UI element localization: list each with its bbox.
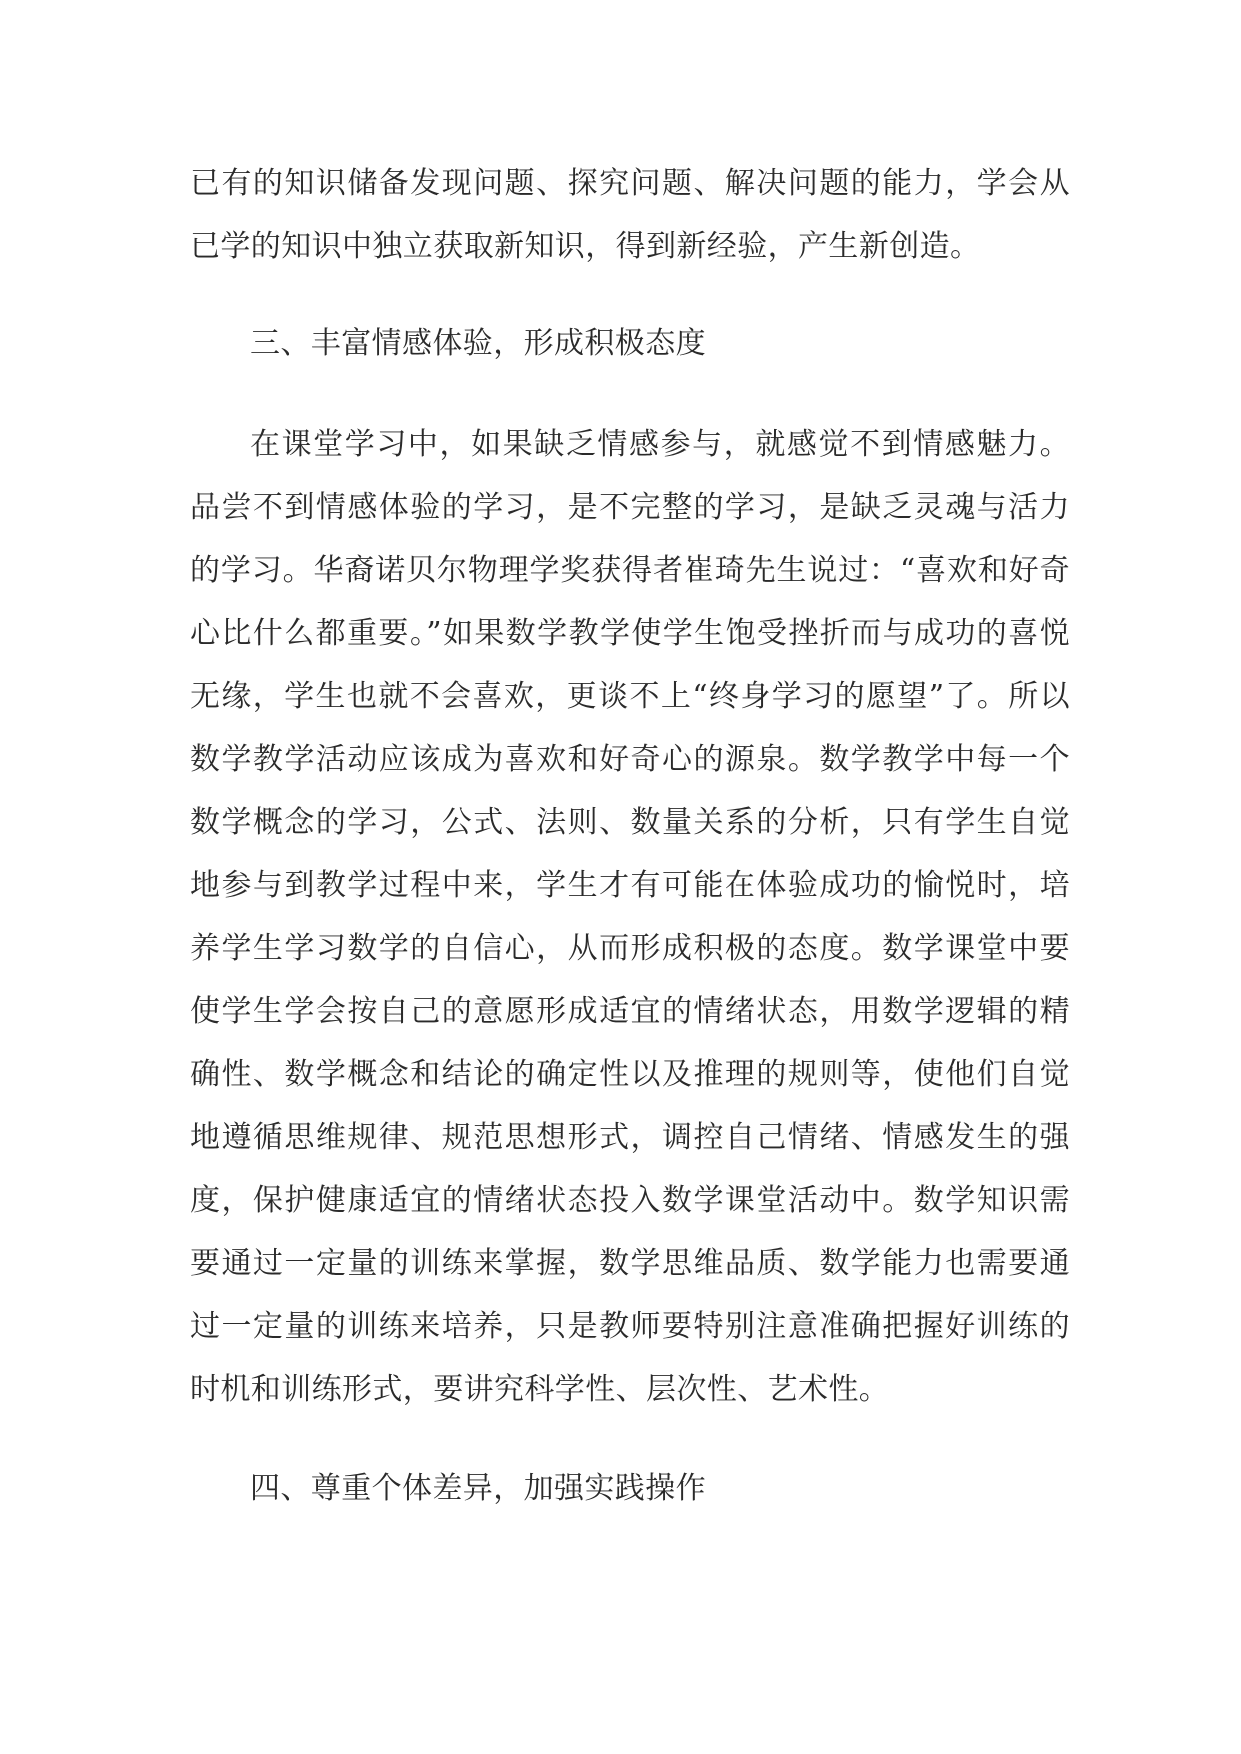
section-heading-3: 三、丰富情感体验，形成积极态度 xyxy=(250,326,706,361)
document-body xyxy=(190,152,1070,1520)
section-heading-4: 四、尊重个体差异，加强实践操作 xyxy=(250,1471,706,1506)
paragraph-spacer xyxy=(190,278,1070,312)
paragraph-spacer xyxy=(190,1421,1070,1457)
section-3-paragraph: 在课堂学习中，如果缺乏情感参与，就感觉不到情感魅力。品尝不到情感体验的学习，是不完整的学习，是缺乏灵魂与活力的学习。华裔诺贝尔物理学奖获得者崔琦先生说过：“喜欢和好奇心比什么都重要。”如果数学教学使学生饱受挫折而与成功的喜悦无缘，学生也就不会喜欢，更谈不上“终身学习的愿望”了。所以数学教学活动应该成为喜欢和好奇心的源泉。数学教学中每一个数学概念的学习，公式、法则、数量关系的分析，只有学生自觉地参与到教学过程中来，学生才有可能在体验成功的愉悦时，培养学生学习数学的自信心，从而形成积极的态度。数学课堂中要使学生学会按自己的意愿形成适宜的情绪状态，用数学逻辑的精确性、数学概念和结论的确定性以及推理的规则等，使他们自觉地遵循思维规律、规范思想形式，调控自己情绪、情感发生的强度，保护健康适宜的情绪状态投入数学课堂活动中。数学知识需要通过一定量的训练来掌握，数学思维品质、数学能力也需要通过一定量的训练来培养，只是教师要特别注意准确把握好训练的时机和训练形式，要讲究科学性、层次性、艺术性。 xyxy=(190,427,1070,1407)
paragraph-spacer xyxy=(190,375,1070,413)
intro-paragraph: 已有的知识储备发现问题、探究问题、解决问题的能力，学会从已学的知识中独立获取新知识，得到新经验，产生新创造。 xyxy=(190,166,1070,264)
